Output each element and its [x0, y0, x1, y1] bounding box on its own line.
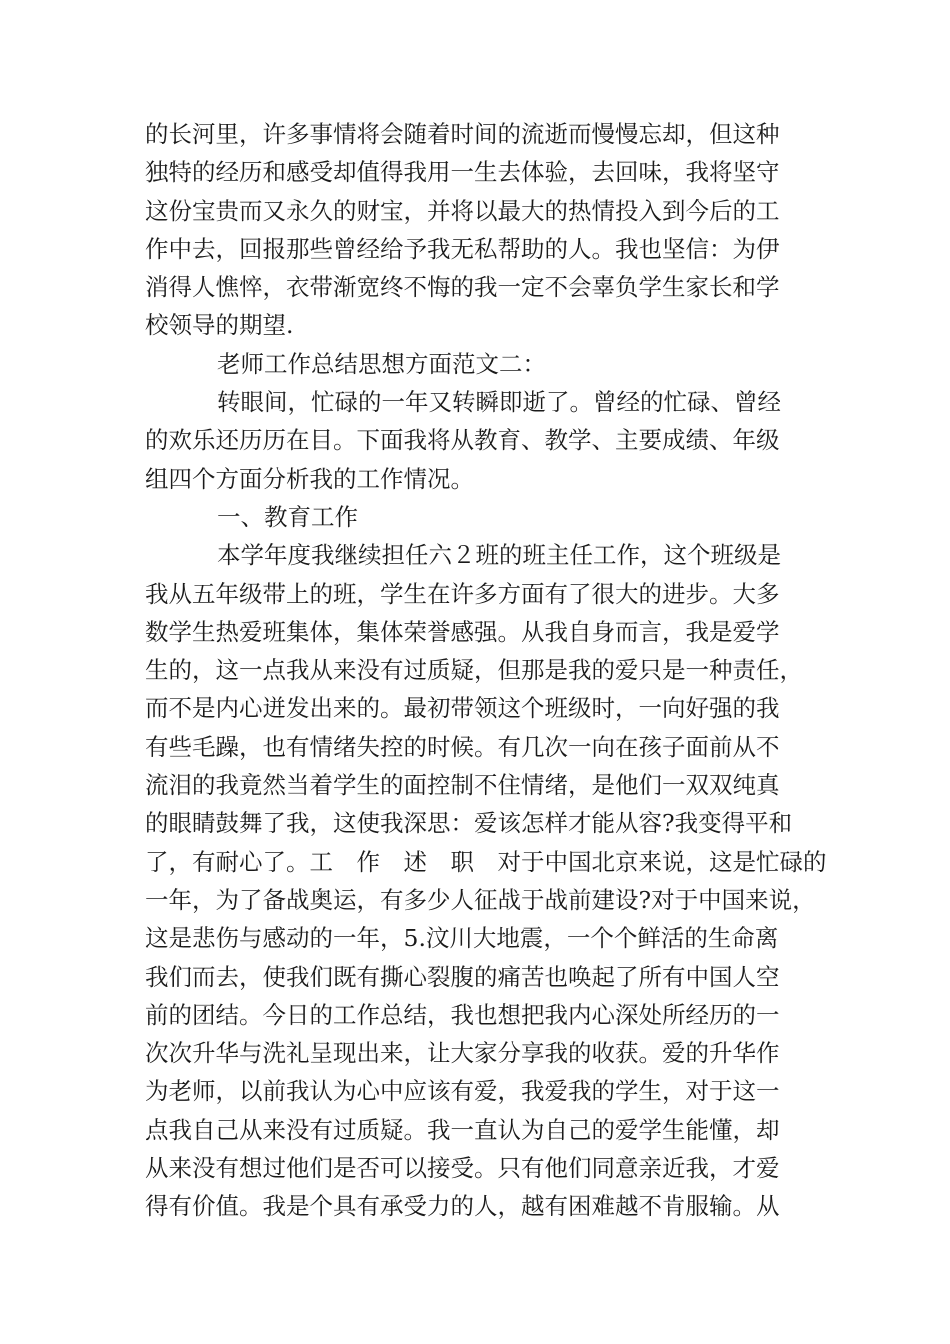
text-line: 组四个方面分析我的工作情况。	[145, 464, 474, 493]
text-line: 的长河里，许多事情将会随着时间的流逝而慢慢忘却，但这种	[145, 120, 780, 148]
text-line: 的欢乐还历历在目。下面我将从教育、教学、主要成绩、年级	[145, 426, 780, 455]
text-line: 独特的经历和感受却值得我用一生去体验，去回味，我将坚守	[145, 158, 780, 187]
text-line: 我从五年级带上的班，学生在许多方面有了很大的进步。大多	[145, 579, 780, 608]
text-line: 点我自己从来没有过质疑。我一直认为自己的爱学生能懂，却	[145, 1115, 780, 1144]
text-line: 消得人憔悴，衣带渐宽终不悔的我一定不会辜负学生家长和学	[145, 273, 780, 302]
text-line: 一年，为了备战奥运，有多少人征战于战前建设?对于中国来说，	[145, 885, 816, 914]
text-line: 得有价值。我是个具有承受力的人，越有困难越不肯服输。从	[145, 1192, 780, 1221]
text-line: 我们而去，使我们既有撕心裂腹的痛苦也唤起了所有中国人空	[145, 962, 780, 991]
paragraph-first-line: 一、教育工作	[217, 502, 358, 531]
paragraph-first-line: 转眼间，忙碌的一年又转瞬即逝了。曾经的忙碌、曾经	[217, 388, 781, 417]
text-line: 流泪的我竟然当着学生的面控制不住情绪，是他们一双双纯真	[145, 771, 780, 800]
text-line: 而不是内心迸发出来的。最初带领这个班级时，一向好强的我	[145, 694, 780, 723]
text-line: 从来没有想过他们是否可以接受。只有他们同意亲近我，才爱	[145, 1154, 780, 1183]
text-line: 校领导的期望.	[145, 311, 294, 340]
text-line: 数学生热爱班集体，集体荣誉感强。从我自身而言，我是爱学	[145, 617, 780, 646]
text-line: 的眼睛鼓舞了我，这使我深思：爱该怎样才能从容?我变得平和	[145, 809, 793, 838]
paragraph-first-line: 本学年度我继续担任六２班的班主任工作，这个班级是	[217, 541, 781, 570]
text-line: 了，有耐心了。工 作 述 职 对于中国北京来说，这是忙碌的	[145, 847, 827, 876]
paragraph-first-line: 老师工作总结思想方面范文二：	[217, 349, 546, 378]
text-line: 前的团结。今日的工作总结，我也想把我内心深处所经历的一	[145, 1000, 780, 1029]
text-line: 这是悲伤与感动的一年，5.汶川大地震，一个个鲜活的生命离	[145, 924, 779, 953]
text-line: 作中去，回报那些曾经给予我无私帮助的人。我也坚信：为伊	[145, 234, 780, 263]
text-line: 这份宝贵而又永久的财宝，并将以最大的热情投入到今后的工	[145, 196, 780, 225]
text-line: 有些毛躁，也有情绪失控的时候。有几次一向在孩子面前从不	[145, 732, 780, 761]
text-line: 为老师，以前我认为心中应该有爱，我爱我的学生，对于这一	[145, 1077, 780, 1106]
text-line: 生的，这一点我从来没有过质疑，但那是我的爱只是一种责任，	[145, 656, 803, 685]
text-line: 次次升华与洗礼呈现出来，让大家分享我的收获。爱的升华作	[145, 1039, 780, 1068]
document-body	[145, 115, 827, 1226]
